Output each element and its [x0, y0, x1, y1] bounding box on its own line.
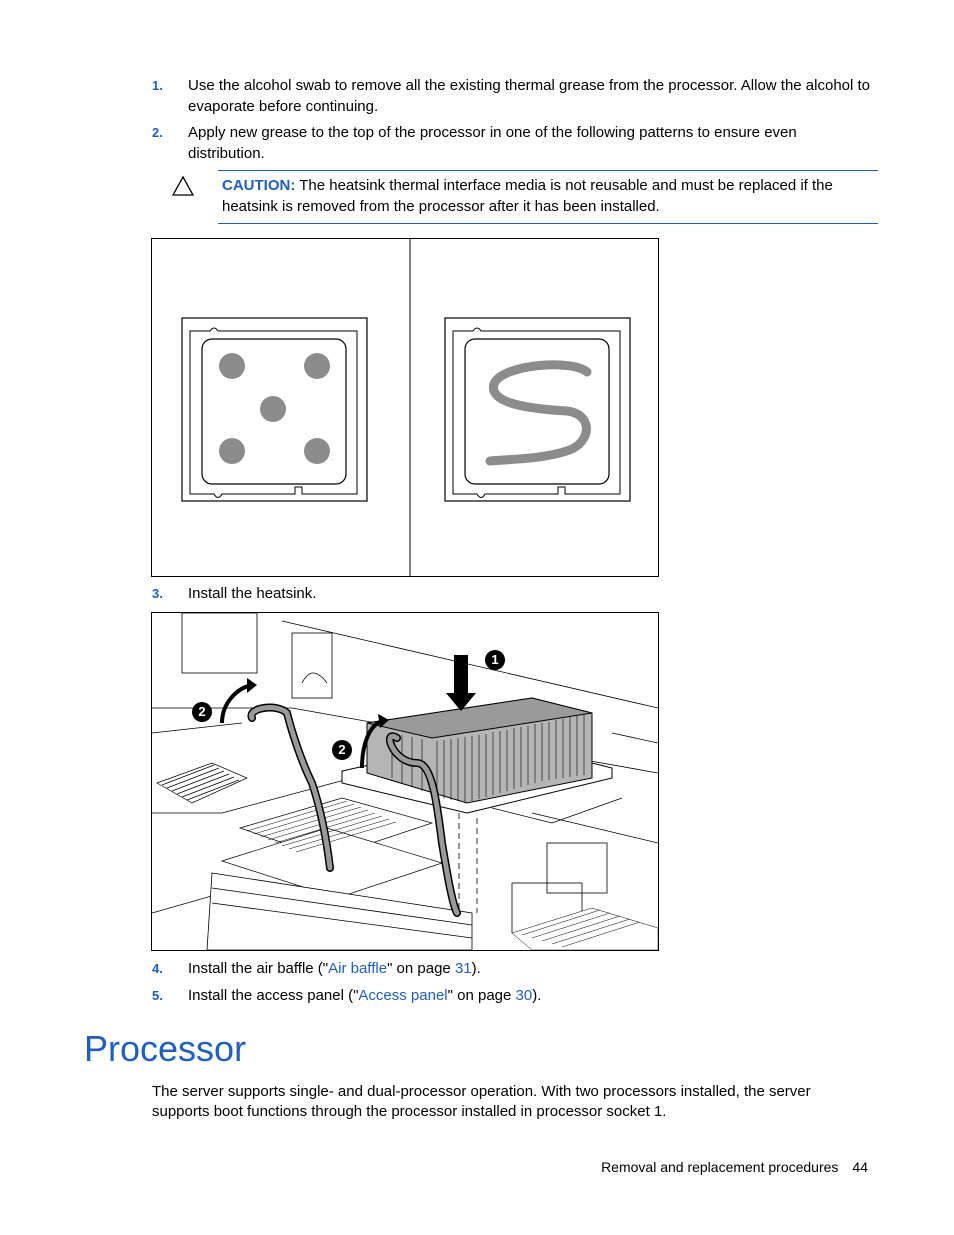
text-fragment: Install the air baffle ("	[188, 960, 329, 977]
page-31-link[interactable]: 31	[454, 960, 472, 977]
callout-1: 1	[485, 650, 505, 670]
section-paragraph: The server supports single- and dual-processor operation. With two processors installed, the server supports boot functions through the processor installed in processor socket 1.	[152, 1083, 811, 1120]
caution-label: CAUTION:	[222, 177, 296, 194]
page-30-link[interactable]: 30	[515, 987, 533, 1004]
step-number: 2.	[152, 125, 163, 140]
callout-2-left: 2	[192, 702, 212, 722]
step-text: Use the alcohol swab to remove all the existing thermal grease from the processor. Allow the alcohol to evaporate before continuing.	[188, 77, 871, 115]
step-text: Install the heatsink.	[188, 585, 317, 602]
processor-s-pattern	[445, 318, 630, 501]
heatsink-install-illustration	[152, 613, 658, 950]
grease-pattern-illustration	[152, 239, 658, 576]
step-number: 3.	[152, 586, 163, 601]
processor-dot-pattern	[182, 318, 367, 501]
callout-2-right: 2	[332, 740, 352, 760]
warning-triangle-icon	[172, 176, 194, 196]
caution-text: The heatsink thermal interface media is not reusable and must be replaced if the heatsink is removed from the processor after it has been installed.	[222, 177, 833, 215]
caution-box	[218, 170, 878, 224]
footer-page-number: 44	[852, 1159, 868, 1175]
step-4	[152, 958, 872, 979]
text-fragment: " on page	[387, 960, 455, 977]
step-3	[152, 583, 872, 604]
step-1	[152, 75, 872, 117]
step-number: 1.	[152, 78, 163, 93]
step-text	[188, 985, 872, 1006]
air-baffle-link[interactable]: Air baffle	[328, 960, 388, 977]
step-number: 5.	[152, 988, 163, 1003]
footer-chapter-title: Removal and replacement procedures	[601, 1159, 839, 1175]
text-fragment: ).	[532, 987, 542, 1004]
page-footer	[601, 1159, 868, 1175]
step-5	[152, 985, 872, 1006]
text-fragment: Install the access panel ("	[188, 987, 359, 1004]
grease-pattern-figure	[151, 238, 659, 577]
access-panel-link[interactable]: Access panel	[358, 987, 448, 1004]
text-fragment: ).	[471, 960, 481, 977]
step-number: 4.	[152, 961, 163, 976]
step-text	[188, 958, 872, 979]
step-text: Apply new grease to the top of the processor in one of the following patterns to ensure even distribution.	[188, 124, 797, 162]
text-fragment: " on page	[447, 987, 516, 1004]
heatsink-install-figure	[151, 612, 659, 951]
step-2	[152, 122, 872, 164]
section-heading: Processor	[84, 1028, 247, 1069]
